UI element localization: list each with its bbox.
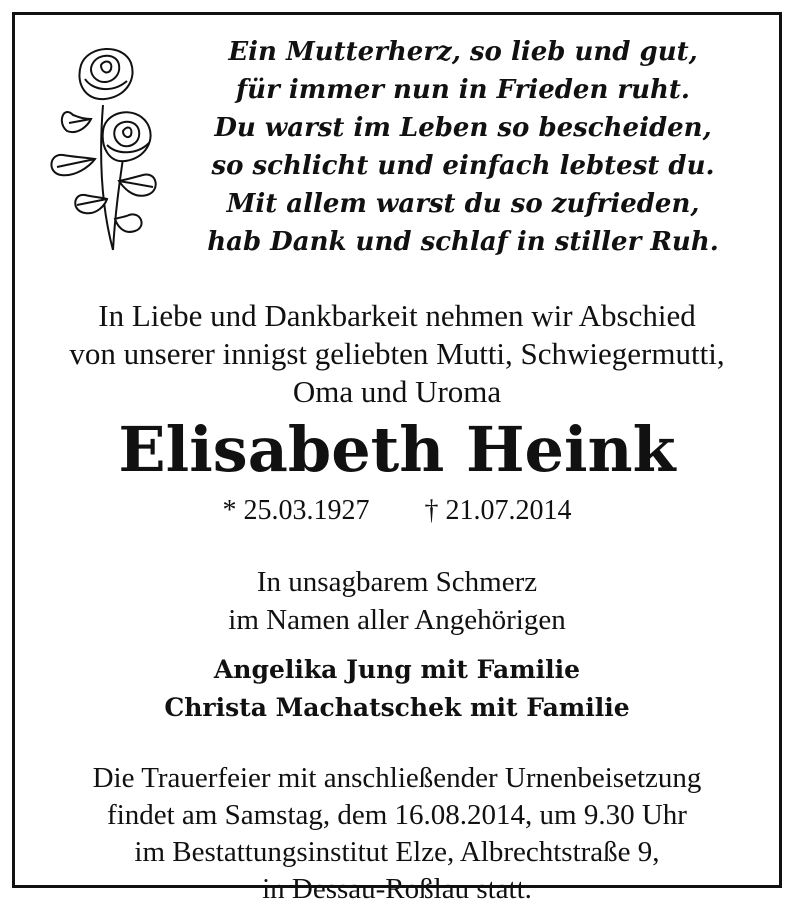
family-signatures <box>15 651 779 727</box>
farewell-intro <box>15 297 779 411</box>
grief-line: In unsagbarem Schmerz <box>256 566 538 598</box>
service-line: in Dessau-Roßlau statt. <box>262 873 532 905</box>
funeral-service-info <box>15 760 779 908</box>
intro-line: In Liebe und Dankbarkeit nehmen wir Abschied <box>98 298 696 333</box>
rose-icon <box>33 35 163 255</box>
poem-line: für immer nun in Frieden ruht. <box>236 75 690 105</box>
poem-line: hab Dank und schlaf in stiller Ruh. <box>207 227 719 257</box>
service-line: im Bestattungsinstitut Elze, Albrechtstraße 9, <box>134 836 660 868</box>
family-line: Angelika Jung mit Familie <box>213 655 581 684</box>
birth-date: * 25.03.1927 <box>222 495 370 526</box>
poem-line: Ein Mutterherz, so lieb und gut, <box>228 37 698 67</box>
service-line: findet am Samstag, dem 16.08.2014, um 9.30 Uhr <box>107 799 687 831</box>
family-line: Christa Machatschek mit Familie <box>164 693 630 722</box>
life-dates <box>15 493 779 529</box>
obituary-card <box>12 12 782 905</box>
deceased-name: Elisabeth Heink <box>118 413 676 486</box>
grief-line: im Namen aller Angehörigen <box>228 604 566 636</box>
intro-line: Oma und Uroma <box>292 374 502 409</box>
intro-line: von unserer innigst geliebten Mutti, Schwiegermutti, <box>69 336 725 371</box>
poem-line: Mit allem warst du so zufrieden, <box>226 189 700 219</box>
grief-statement <box>15 563 779 639</box>
service-line: Die Trauerfeier mit anschließender Urnenbeisetzung <box>92 762 702 794</box>
poem-line: Du warst im Leben so bescheiden, <box>214 113 712 143</box>
poem-line: so schlicht und einfach lebtest du. <box>211 151 715 181</box>
death-date: † 21.07.2014 <box>424 495 572 526</box>
poem <box>183 33 743 261</box>
